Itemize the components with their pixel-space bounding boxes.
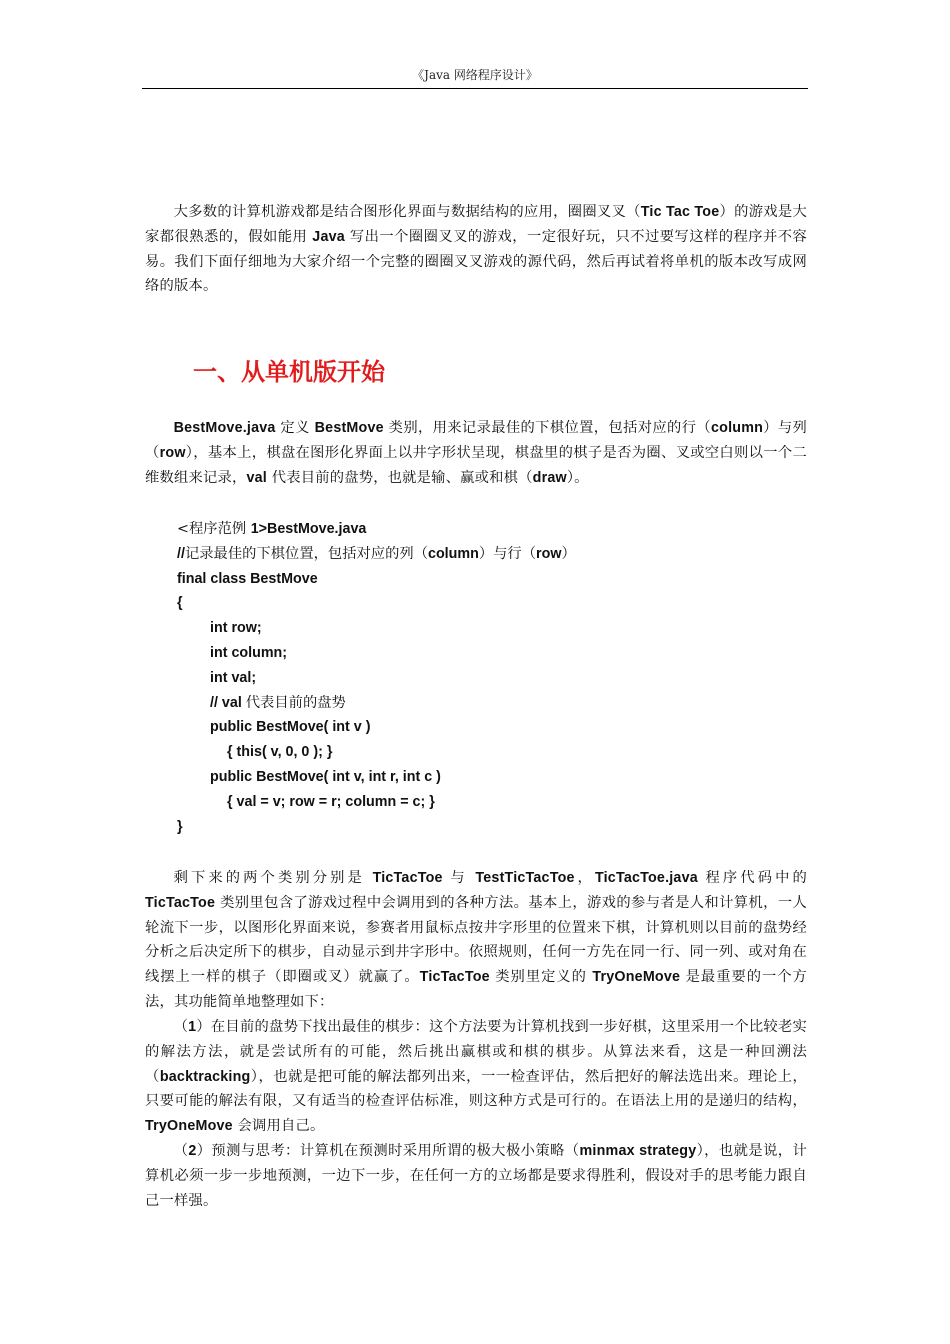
code-line: } (177, 818, 183, 835)
code-line: int val; (210, 669, 257, 686)
code-line: // val 代表目前的盘势 (210, 694, 346, 711)
code-line: int row; (210, 620, 262, 637)
header-rule (142, 88, 808, 89)
item-2-paragraph: （2）预测与思考：计算机在预测时采用所谓的极大极小策略（minmax strategy），也就是说，计算机必须一步一步地预测，一边下一步，在任何一方的立场都是要求得胜利，假设对手的思考能力跟自己一样强。 (145, 1143, 808, 1209)
code-line: { (177, 595, 183, 612)
code-line: int column; (210, 644, 288, 661)
page-header: 《Java 网络程序设计》 (412, 68, 538, 82)
code-listing (177, 517, 576, 839)
section-heading: 一、从单机版开始 (193, 358, 385, 386)
code-line: final class BestMove (177, 570, 318, 587)
intro-paragraph: 大多数的计算机游戏都是结合图形化界面与数据结构的应用，圈圈叉叉（Tic Tac Toe）的游戏是大家都很熟悉的，假如能用 Java 写出一个圈圈叉叉的游戏，一定很好玩，只不过要写这样的程序并不容易。我们下面仔细地为大家介绍一个完整的圈圈叉叉游戏的源代码，然后再试着将单机的版本改写成网络的版本。 (145, 204, 807, 295)
item-1-paragraph: （1）在目前的盘势下找出最佳的棋步：这个方法要为计算机找到一步好棋，这里采用一个比较老实的解法方法，就是尝试所有的可能，然后挑出赢棋或和棋的棋步。从算法来看，这是一种回溯法（backtracking），也就是把可能的解法都列出来，一一检查评估，然后把好的解法选出来。理论上，只要可能的解法有限，又有适当的检查评估标准，则这种方式是可行的。在语法上用的是递归的结构，TryOneMove 会调用自己。 (145, 1019, 807, 1135)
code-line: { val = v; row = r; column = c; } (227, 793, 435, 810)
code-line: <程序范例 1>BestMove.java (177, 521, 367, 537)
bestmove-description: BestMove.java 定义 BestMove 类别，用来记录最佳的下棋位置，包括对应的行（column）与列（row），基本上，棋盘在图形化界面上以井字形状呈现，棋盘里的棋子是否为圈、叉或空白则以一个二维数组来记录，val 代表目前的盘势，也就是输、赢或和棋（draw）。 (145, 420, 807, 486)
code-line: { this( v, 0, 0 ); } (227, 744, 333, 761)
code-line: //记录最佳的下棋位置，包括对应的列（column）与行（row） (177, 545, 576, 562)
code-line: public BestMove( int v ) (210, 719, 371, 736)
code-line: public BestMove( int v, int r, int c ) (210, 768, 441, 785)
tictactoe-paragraph: 剩下来的两个类别分别是 TicTacToe 与 TestTicTacToe，TicTacToe.java 程序代码中的 TicTacToe 类别里包含了游戏过程中会调用到的各种方法。基本上，游戏的参与者是人和计算机，一人轮流下一步，以图形化界面来说，参赛者用鼠标点按井字形里的位置来下棋，计算机则以目前的盘势经分析之后决定所下的棋步，自动显示到井字形中。依照规则，任何一方先在同一行、同一列、或对角在线摆上一样的棋子（即圈或叉）就赢了。TicTacToe 类别里定义的 TryOneMove 是最重要的一个方法，其功能简单地整理如下： (145, 870, 807, 1010)
